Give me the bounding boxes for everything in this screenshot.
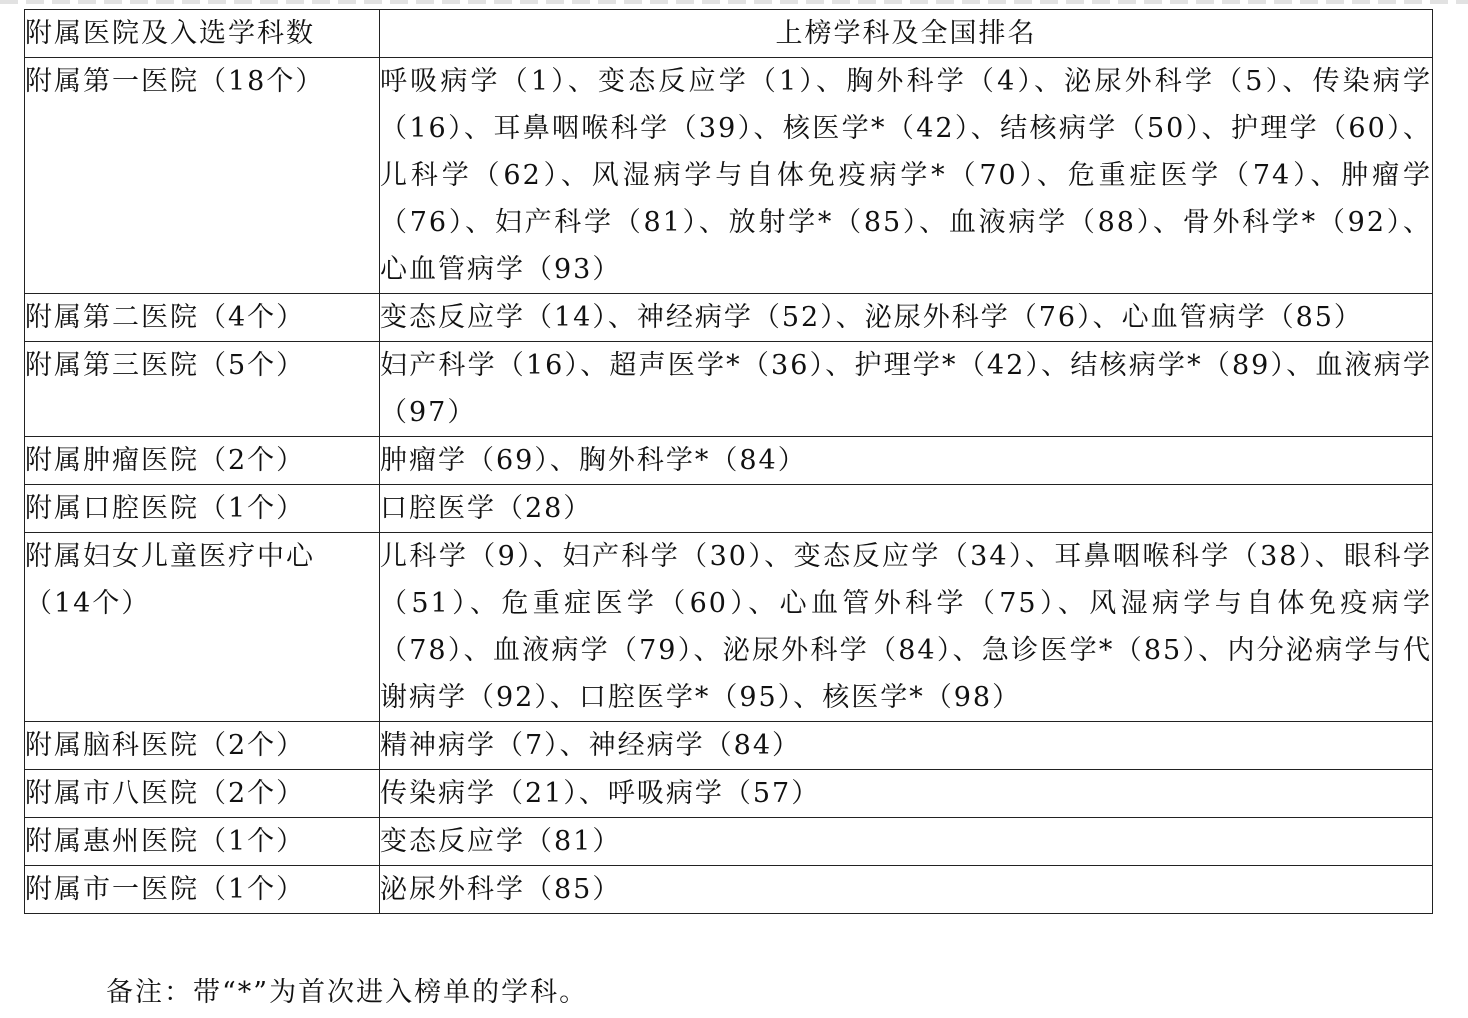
table-row (25, 533, 1433, 722)
ranking-table (24, 9, 1433, 914)
hospital-cell: 附属第一医院（18个） (25, 58, 380, 294)
hospital-cell: 附属肿瘤医院（2个） (25, 437, 380, 485)
footnote: 备注：带“*”为首次进入榜单的学科。 (106, 977, 589, 1008)
table-row (25, 818, 1433, 866)
hospital-cell: 附属脑科医院（2个） (25, 722, 380, 770)
subjects-cell: 妇产科学（16）、超声医学*（36）、护理学*（42）、结核病学*（89）、血液病学（97） (380, 342, 1433, 437)
subjects-cell: 精神病学（7）、神经病学（84） (380, 722, 1433, 770)
subjects-cell: 呼吸病学（1）、变态反应学（1）、胸外科学（4）、泌尿外科学（5）、传染病学（16）、耳鼻咽喉科学（39）、核医学*（42）、结核病学（50）、护理学（60）、儿科学（62）、风湿病学与自体免疫病学*（70）、危重症医学（74）、肿瘤学（76）、妇产科学（81）、放射学*（85）、血液病学（88）、骨外科学*（92）、心血管病学（93） (380, 58, 1433, 294)
hospital-cell: 附属第二医院（4个） (25, 294, 380, 342)
hospital-cell: 附属妇女儿童医疗中心（14个） (25, 533, 380, 722)
table-row (25, 294, 1433, 342)
header-hospital: 附属医院及入选学科数 (25, 10, 380, 58)
table-row (25, 58, 1433, 294)
subjects-cell: 传染病学（21）、呼吸病学（57） (380, 770, 1433, 818)
subjects-cell: 口腔医学（28） (380, 485, 1433, 533)
table-row (25, 770, 1433, 818)
hospital-cell: 附属口腔医院（1个） (25, 485, 380, 533)
table-row (25, 437, 1433, 485)
subjects-cell: 儿科学（9）、妇产科学（30）、变态反应学（34）、耳鼻咽喉科学（38）、眼科学（51）、危重症医学（60）、心血管外科学（75）、风湿病学与自体免疫病学（78）、血液病学（79）、泌尿外科学（84）、急诊医学*（85）、内分泌病学与代谢病学（92）、口腔医学*（95）、核医学*（98） (380, 533, 1433, 722)
subjects-cell: 变态反应学（81） (380, 818, 1433, 866)
header-subjects: 上榜学科及全国排名 (380, 10, 1433, 58)
subjects-cell: 泌尿外科学（85） (380, 866, 1433, 914)
table-row (25, 342, 1433, 437)
hospital-cell: 附属市一医院（1个） (25, 866, 380, 914)
table-row (25, 722, 1433, 770)
subjects-cell: 变态反应学（14）、神经病学（52）、泌尿外科学（76）、心血管病学（85） (380, 294, 1433, 342)
table-row (25, 866, 1433, 914)
table-header-row (25, 10, 1433, 58)
hospital-cell: 附属市八医院（2个） (25, 770, 380, 818)
top-edge-residue (0, 0, 1468, 4)
hospital-cell: 附属第三医院（5个） (25, 342, 380, 437)
hospital-cell: 附属惠州医院（1个） (25, 818, 380, 866)
table-row (25, 485, 1433, 533)
subjects-cell: 肿瘤学（69）、胸外科学*（84） (380, 437, 1433, 485)
